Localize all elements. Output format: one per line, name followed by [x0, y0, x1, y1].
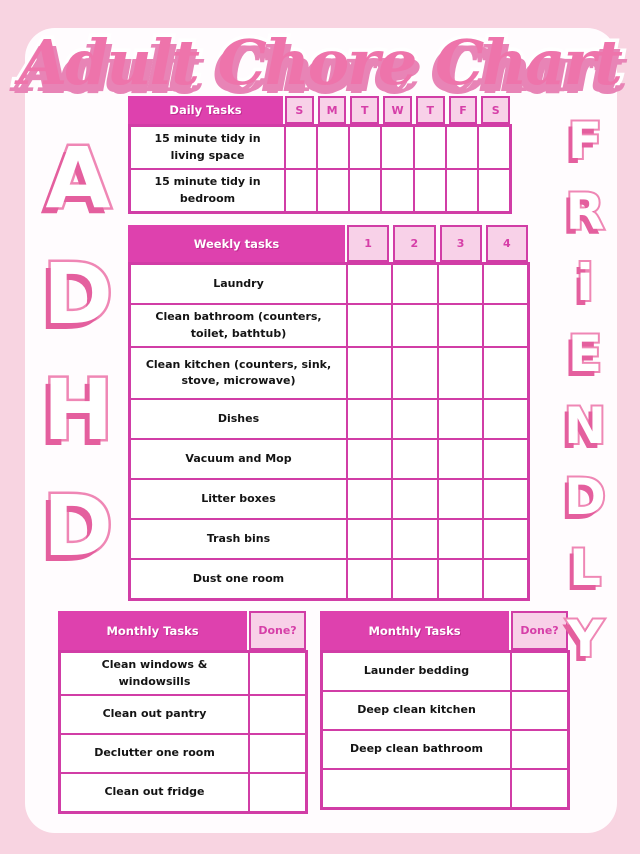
checkbox-cell[interactable] [483, 479, 528, 519]
bubble-letter: D [43, 477, 113, 575]
table-row [130, 264, 528, 304]
bubble-letter: D [564, 467, 606, 526]
bubble-letter: L [569, 538, 601, 597]
bubble-letter: i [576, 254, 594, 313]
daily-tasks-table [128, 96, 512, 214]
checkbox-cell[interactable] [414, 126, 446, 169]
task-label [322, 769, 511, 808]
page-title: Adult Chore Chart [19, 26, 621, 99]
checkbox-cell[interactable] [483, 399, 528, 439]
friendly-vertical-text [553, 112, 617, 668]
table-row [130, 519, 528, 559]
task-label: Launder bedding [322, 652, 511, 691]
checkbox-cell[interactable] [347, 559, 392, 599]
day-header: T [350, 96, 379, 124]
checkbox-cell[interactable] [438, 479, 483, 519]
table-row [130, 399, 528, 439]
table-row [322, 730, 568, 769]
bubble-letter: Y [566, 609, 604, 668]
task-label: Dust one room [130, 559, 347, 599]
task-label: Clean out pantry [60, 695, 249, 734]
task-label: Clean out fridge [60, 773, 249, 812]
checkbox-cell[interactable] [392, 559, 437, 599]
checkbox-cell[interactable] [438, 559, 483, 599]
week-header: 3 [440, 225, 482, 262]
task-label: Clean bathroom (counters, toilet, bathtub) [130, 304, 347, 347]
checkbox-cell[interactable] [483, 519, 528, 559]
monthly-left-header-row [58, 611, 308, 650]
checkbox-cell[interactable] [483, 439, 528, 479]
checkbox-cell[interactable] [349, 169, 381, 212]
checkbox-cell[interactable] [392, 439, 437, 479]
table-row [322, 652, 568, 691]
table-row [60, 695, 306, 734]
task-label: Trash bins [130, 519, 347, 559]
weekly-tasks-body [128, 262, 530, 601]
done-header: Done? [511, 611, 568, 650]
week-headers [345, 225, 530, 262]
checkbox-cell[interactable] [446, 169, 478, 212]
week-header: 4 [486, 225, 528, 262]
table-row [130, 169, 510, 212]
table-row [60, 734, 306, 773]
day-header: T [416, 96, 445, 124]
checkbox-cell[interactable] [392, 399, 437, 439]
checkbox-cell[interactable] [438, 304, 483, 347]
daily-tasks-body [128, 124, 512, 214]
table-row [60, 773, 306, 812]
weekly-tasks-header-row [128, 225, 530, 262]
bubble-letter: D [43, 245, 113, 343]
table-row [60, 652, 306, 695]
day-header: S [285, 96, 314, 124]
checkbox-cell[interactable] [347, 519, 392, 559]
bubble-letter: N [564, 396, 606, 455]
checkbox-cell[interactable] [438, 264, 483, 304]
checkbox-cell[interactable] [349, 126, 381, 169]
checkbox-cell[interactable] [285, 126, 317, 169]
done-header-wrap [247, 611, 308, 650]
task-label: Deep clean bathroom [322, 730, 511, 769]
checkbox-cell[interactable] [392, 479, 437, 519]
daily-tasks-header-row [128, 96, 512, 124]
daily-tasks-header: Daily Tasks [128, 96, 283, 124]
checkbox-cell[interactable] [511, 691, 568, 730]
checkbox-cell[interactable] [483, 347, 528, 399]
task-label: 15 minute tidy in bedroom [130, 169, 285, 212]
checkbox-cell[interactable] [347, 479, 392, 519]
bubble-letter: F [567, 112, 603, 170]
checkbox-cell[interactable] [478, 169, 510, 212]
weekly-tasks-header: Weekly tasks [128, 225, 345, 262]
checkbox-cell[interactable] [347, 399, 392, 439]
checkbox-cell[interactable] [317, 126, 349, 169]
checkbox-cell[interactable] [392, 347, 437, 399]
checkbox-cell[interactable] [347, 439, 392, 479]
checkbox-cell[interactable] [317, 169, 349, 212]
checkbox-cell[interactable] [347, 304, 392, 347]
checkbox-cell[interactable] [285, 169, 317, 212]
checkbox-cell[interactable] [414, 169, 446, 212]
day-header: F [449, 96, 478, 124]
checkbox-cell[interactable] [438, 399, 483, 439]
checkbox-cell[interactable] [249, 734, 306, 773]
table-row [130, 126, 510, 169]
bubble-letter: R [565, 183, 605, 242]
table-row [322, 769, 568, 808]
checkbox-cell[interactable] [511, 730, 568, 769]
monthly-left-body [58, 650, 308, 814]
day-header: S [481, 96, 510, 124]
checkbox-cell[interactable] [381, 169, 413, 212]
monthly-right-header-row [320, 611, 570, 650]
checkbox-cell[interactable] [511, 769, 568, 808]
checkbox-cell[interactable] [392, 519, 437, 559]
checkbox-cell[interactable] [483, 264, 528, 304]
task-label: Declutter one room [60, 734, 249, 773]
day-header: W [383, 96, 412, 124]
bubble-letter: H [42, 361, 114, 459]
task-label: Litter boxes [130, 479, 347, 519]
day-header: M [318, 96, 347, 124]
checkbox-cell[interactable] [381, 126, 413, 169]
checkbox-cell[interactable] [438, 347, 483, 399]
checkbox-cell[interactable] [446, 126, 478, 169]
done-header: Done? [249, 611, 306, 650]
checkbox-cell[interactable] [438, 519, 483, 559]
checkbox-cell[interactable] [392, 304, 437, 347]
monthly-tasks-table-left [58, 611, 308, 814]
monthly-right-body [320, 650, 570, 810]
checkbox-cell[interactable] [347, 264, 392, 304]
checkbox-cell[interactable] [249, 695, 306, 734]
checkbox-cell[interactable] [249, 652, 306, 695]
table-row [130, 559, 528, 599]
weekly-tasks-table [128, 225, 530, 601]
task-label: Laundry [130, 264, 347, 304]
day-headers [283, 96, 512, 124]
monthly-tasks-header: Monthly Tasks [58, 611, 247, 650]
task-label: Vacuum and Mop [130, 439, 347, 479]
adhd-vertical-text [30, 129, 126, 575]
task-label: Clean kitchen (counters, sink, stove, microwave) [130, 347, 347, 399]
checkbox-cell[interactable] [249, 773, 306, 812]
checkbox-cell[interactable] [438, 439, 483, 479]
checkbox-cell[interactable] [483, 304, 528, 347]
bubble-letter: E [567, 325, 603, 384]
bubble-letter: A [45, 129, 111, 227]
week-header: 2 [393, 225, 435, 262]
table-row [130, 347, 528, 399]
checkbox-cell[interactable] [478, 126, 510, 169]
table-row [130, 439, 528, 479]
table-row [130, 304, 528, 347]
week-header: 1 [347, 225, 389, 262]
task-label: Clean windows & windowsills [60, 652, 249, 695]
task-label: 15 minute tidy in living space [130, 126, 285, 169]
table-row [322, 691, 568, 730]
checkbox-cell[interactable] [483, 559, 528, 599]
monthly-tasks-header: Monthly Tasks [320, 611, 509, 650]
task-label: Dishes [130, 399, 347, 439]
checkbox-cell[interactable] [347, 347, 392, 399]
monthly-tasks-table-right [320, 611, 570, 810]
checkbox-cell[interactable] [392, 264, 437, 304]
task-label: Deep clean kitchen [322, 691, 511, 730]
table-row [130, 479, 528, 519]
